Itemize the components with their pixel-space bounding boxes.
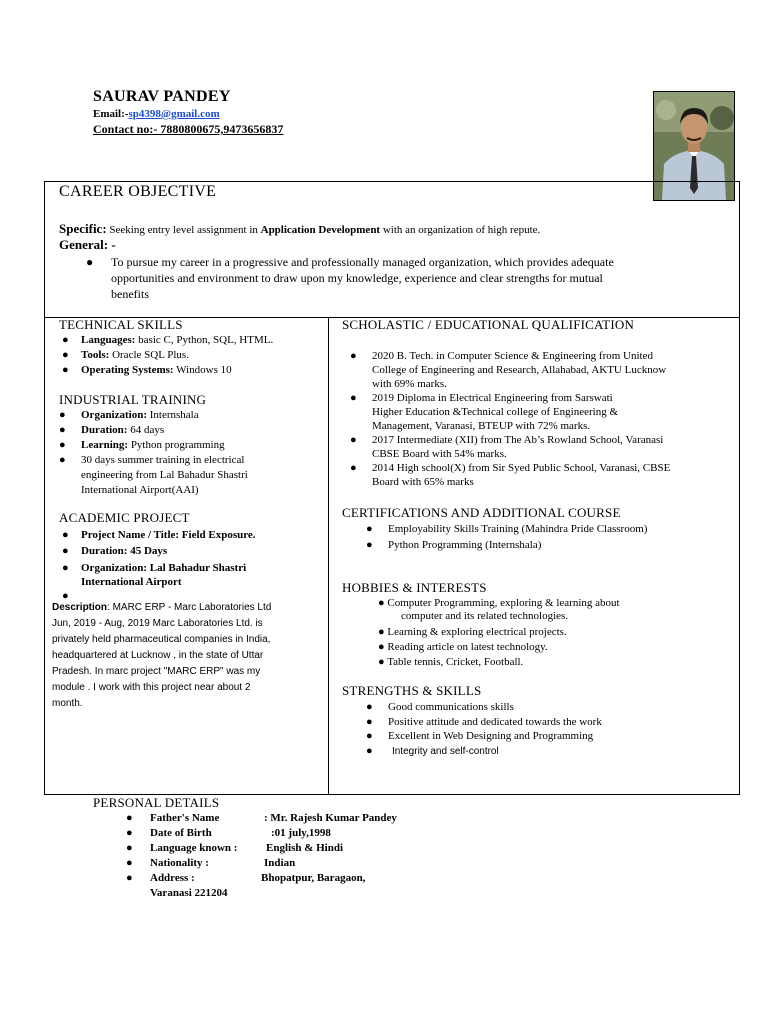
skill-label: Tools: xyxy=(81,349,110,361)
personal-details-list xyxy=(126,811,546,901)
description-line: month. xyxy=(52,698,83,709)
bullet-icon: ● xyxy=(62,545,69,557)
industrial-training-heading: INDUSTRIAL TRAINING xyxy=(59,392,207,407)
training-value: 64 days xyxy=(127,424,165,436)
bullet-icon: ● xyxy=(126,827,133,839)
bullet-icon: ● xyxy=(62,529,69,541)
personal-label: Language known : xyxy=(150,842,238,854)
bullet-icon: ● xyxy=(59,409,66,421)
skill-value: basic C, Python, SQL, HTML. xyxy=(135,334,274,346)
bullet-icon: ● xyxy=(126,842,133,854)
training-label: Learning: xyxy=(81,439,129,451)
project-duration: Duration: 45 Days xyxy=(81,545,168,557)
qualification-line: 2017 Intermediate (XII) from The Ab’s Rowland School, Varanasi xyxy=(372,434,664,446)
qualification-line: 2019 Diploma in Electrical Engineering from Sarswati xyxy=(372,392,613,404)
bullet-icon: ● xyxy=(350,392,357,404)
list-item xyxy=(378,625,733,640)
description-line: privately held pharmaceutical companies in India, xyxy=(52,634,271,645)
scholastic-list xyxy=(350,349,735,489)
bullet-icon: ● xyxy=(86,255,94,269)
specific-objective xyxy=(59,221,540,237)
hobby-text: Learning & exploring electrical projects. xyxy=(387,626,567,638)
skill-label: Languages: xyxy=(81,334,136,346)
bullet-icon: ● xyxy=(62,334,69,346)
list-item xyxy=(62,561,324,589)
certification-text: Python Programming (Internshala) xyxy=(388,539,542,551)
bullet-icon: ● xyxy=(378,626,385,638)
hobbies-heading: HOBBIES & INTERESTS xyxy=(342,580,487,595)
list-item xyxy=(366,537,731,553)
list-item xyxy=(366,729,731,744)
qualification-line: 2020 B. Tech. in Computer Science & Engineering from United xyxy=(372,350,653,362)
strengths-heading: STRENGTHS & SKILLS xyxy=(342,683,482,698)
list-item xyxy=(378,640,733,655)
technical-skills-list xyxy=(62,333,324,378)
qualification-line: College of Engineering and Research, Allahabad, AKTU Lucknow xyxy=(372,364,667,376)
list-item xyxy=(59,408,321,423)
list-item xyxy=(366,521,731,537)
bullet-icon: ● xyxy=(350,462,357,474)
personal-value: Bhopatpur, Baragaon, xyxy=(261,872,366,884)
list-item xyxy=(366,715,731,730)
personal-value: :01 july,1998 xyxy=(271,827,331,839)
specific-label: Specific: xyxy=(59,221,107,236)
list-item xyxy=(62,543,324,559)
career-objective-heading: CAREER OBJECTIVE xyxy=(59,183,217,200)
qualification-line: with 69% marks. xyxy=(372,378,447,390)
general-line: opportunities and environment to draw upon my knowledge, experience and clear strengths for mutual xyxy=(111,271,603,285)
list-item xyxy=(350,433,735,461)
strengths-list xyxy=(366,700,731,759)
personal-row xyxy=(126,871,546,886)
personal-value: : Mr. Rajesh Kumar Pandey xyxy=(264,812,397,824)
hobby-text: Reading article on latest technology. xyxy=(387,641,548,653)
list-item xyxy=(59,453,321,498)
hobby-text: Computer Programming, exploring & learning about xyxy=(387,597,620,609)
list-item xyxy=(62,333,324,348)
bullet-icon: ● xyxy=(59,439,66,451)
hobby-text: computer and its related technologies. xyxy=(401,610,569,622)
technical-skills-heading: TECHNICAL SKILLS xyxy=(59,317,183,332)
description-line: module . I work with this project near about 2 xyxy=(52,682,251,693)
academic-project-list xyxy=(62,527,324,603)
bullet-icon: ● xyxy=(366,730,373,742)
bullet-icon: ● xyxy=(350,434,357,446)
personal-row xyxy=(126,841,546,856)
qualification-line: Higher Education &Technical college of Engineering & xyxy=(372,406,619,418)
bullet-icon: ● xyxy=(366,523,373,535)
contact-line: Contact no:- 7880800675,9473656837 xyxy=(93,122,284,136)
bullet-icon: ● xyxy=(378,597,385,609)
list-item xyxy=(59,438,321,453)
qualification-line: 2014 High school(X) from Sir Syed Public School, Varanasi, CBSE xyxy=(372,462,671,474)
strength-text: Excellent in Web Designing and Programming xyxy=(388,730,594,742)
scholastic-heading: SCHOLASTIC / EDUCATIONAL QUALIFICATION xyxy=(342,317,635,332)
list-item xyxy=(378,655,733,670)
list-item xyxy=(350,349,735,391)
bullet-icon: ● xyxy=(366,744,373,757)
academic-project-heading: ACADEMIC PROJECT xyxy=(59,510,190,525)
bullet-icon: ● xyxy=(366,539,373,551)
certification-text: Employability Skills Training (Mahindra Pride Classroom) xyxy=(388,523,648,535)
personal-label: Father's Name xyxy=(150,812,220,824)
training-label: Organization: xyxy=(81,409,147,421)
personal-value: Indian xyxy=(264,857,296,869)
skill-label: Operating Systems: xyxy=(81,364,174,376)
strength-text: Positive attitude and dedicated towards the work xyxy=(388,715,602,728)
summer-training-line: 30 days summer training in electrical xyxy=(81,454,245,466)
bullet-icon: ● xyxy=(62,364,69,376)
qualification-line: Management, Varanasi, BTEUP with 72% marks. xyxy=(372,420,591,432)
specific-text-post: with an organization of high repute. xyxy=(380,224,541,236)
training-label: Duration: xyxy=(81,424,128,436)
hobbies-first-item xyxy=(378,597,733,623)
bullet-icon: ● xyxy=(126,872,133,884)
list-item xyxy=(62,363,324,378)
email-domain: @gmail.com xyxy=(160,108,220,120)
certifications-list xyxy=(366,521,731,553)
bullet-icon: ● xyxy=(62,349,69,361)
bullet-icon: ● xyxy=(378,641,385,653)
skill-value: Oracle SQL Plus. xyxy=(109,349,189,361)
email-link[interactable] xyxy=(128,108,219,120)
section-divider-vertical xyxy=(328,317,329,795)
qualification-line: Board with 65% marks xyxy=(372,476,474,488)
list-item xyxy=(62,527,324,543)
description-line: Jun, 2019 - Aug, 2019 Marc Laboratories Ltd. is xyxy=(52,618,263,629)
specific-text-pre: Seeking entry level assignment in xyxy=(106,224,261,236)
list-item xyxy=(350,461,735,489)
description-line: : MARC ERP - Marc Laboratories Ltd xyxy=(107,602,272,613)
personal-label: Address : xyxy=(150,872,195,884)
bullet-icon: ● xyxy=(62,562,69,574)
bullet-icon: ● xyxy=(366,715,373,728)
training-value: Internshala xyxy=(147,409,199,421)
bullet-icon: ● xyxy=(378,656,385,668)
project-organization: International Airport xyxy=(81,576,182,588)
personal-row xyxy=(126,886,546,901)
personal-value: Varanasi 221204 xyxy=(150,887,228,899)
hobby-text: Table tennis, Cricket, Football. xyxy=(387,656,524,668)
bullet-icon: ● xyxy=(59,424,66,436)
summer-training-line: International Airport(AAI) xyxy=(81,484,199,496)
general-line: To pursue my career in a progressive and professionally managed organization, which provides adequate xyxy=(111,255,614,269)
qualification-line: CBSE Board with 54% marks. xyxy=(372,448,507,460)
personal-details-heading: PERSONAL DETAILS xyxy=(93,795,220,810)
general-line: benefits xyxy=(111,287,149,301)
industrial-training-list xyxy=(59,408,321,498)
list-item xyxy=(59,423,321,438)
personal-value: English & Hindi xyxy=(266,842,344,854)
personal-row xyxy=(126,811,546,826)
bullet-icon: ● xyxy=(366,701,373,713)
email-line xyxy=(93,108,220,120)
list-item xyxy=(62,348,324,363)
training-value: Python programming xyxy=(128,439,225,451)
bullet-icon: ● xyxy=(126,857,133,869)
general-objective xyxy=(88,254,728,302)
list-item xyxy=(366,744,731,760)
description-line: Pradesh. In marc project "MARC ERP" was my xyxy=(52,666,261,677)
project-name: Project Name / Title: Field Exposure. xyxy=(81,529,256,541)
certifications-heading: CERTIFICATIONS AND ADDITIONAL COURSE xyxy=(342,505,621,520)
specific-text-bold: Application Development xyxy=(260,224,381,236)
personal-row xyxy=(126,856,546,871)
description-line: headquartered at Lucknow , in the state of Uttar xyxy=(52,650,264,661)
list-item xyxy=(350,391,735,433)
bullet-icon: ● xyxy=(126,812,133,824)
skill-value: Windows 10 xyxy=(173,364,232,376)
strength-text: Good communications skills xyxy=(388,701,514,713)
strength-text: Integrity and self-control xyxy=(392,745,499,757)
general-label: General: - xyxy=(59,237,116,252)
list-item xyxy=(366,700,731,715)
bullet-icon: ● xyxy=(59,454,66,466)
email-label: Email:- xyxy=(93,108,129,120)
hobbies-list xyxy=(378,625,733,670)
summer-training-line: engineering from Lal Bahadur Shastri xyxy=(81,469,248,481)
personal-label: Nationality : xyxy=(150,857,209,869)
personal-row xyxy=(126,826,546,841)
personal-label: Date of Birth xyxy=(150,827,212,839)
description-label: Description xyxy=(52,602,108,613)
bullet-icon: ● xyxy=(350,350,357,362)
email-user: sp4398 xyxy=(128,108,161,120)
resume-name: SAURAV PANDEY xyxy=(93,88,231,105)
bullet-icon: ● xyxy=(62,590,69,602)
project-description xyxy=(52,600,324,712)
project-organization: Organization: Lal Bahadur Shastri xyxy=(81,562,247,574)
